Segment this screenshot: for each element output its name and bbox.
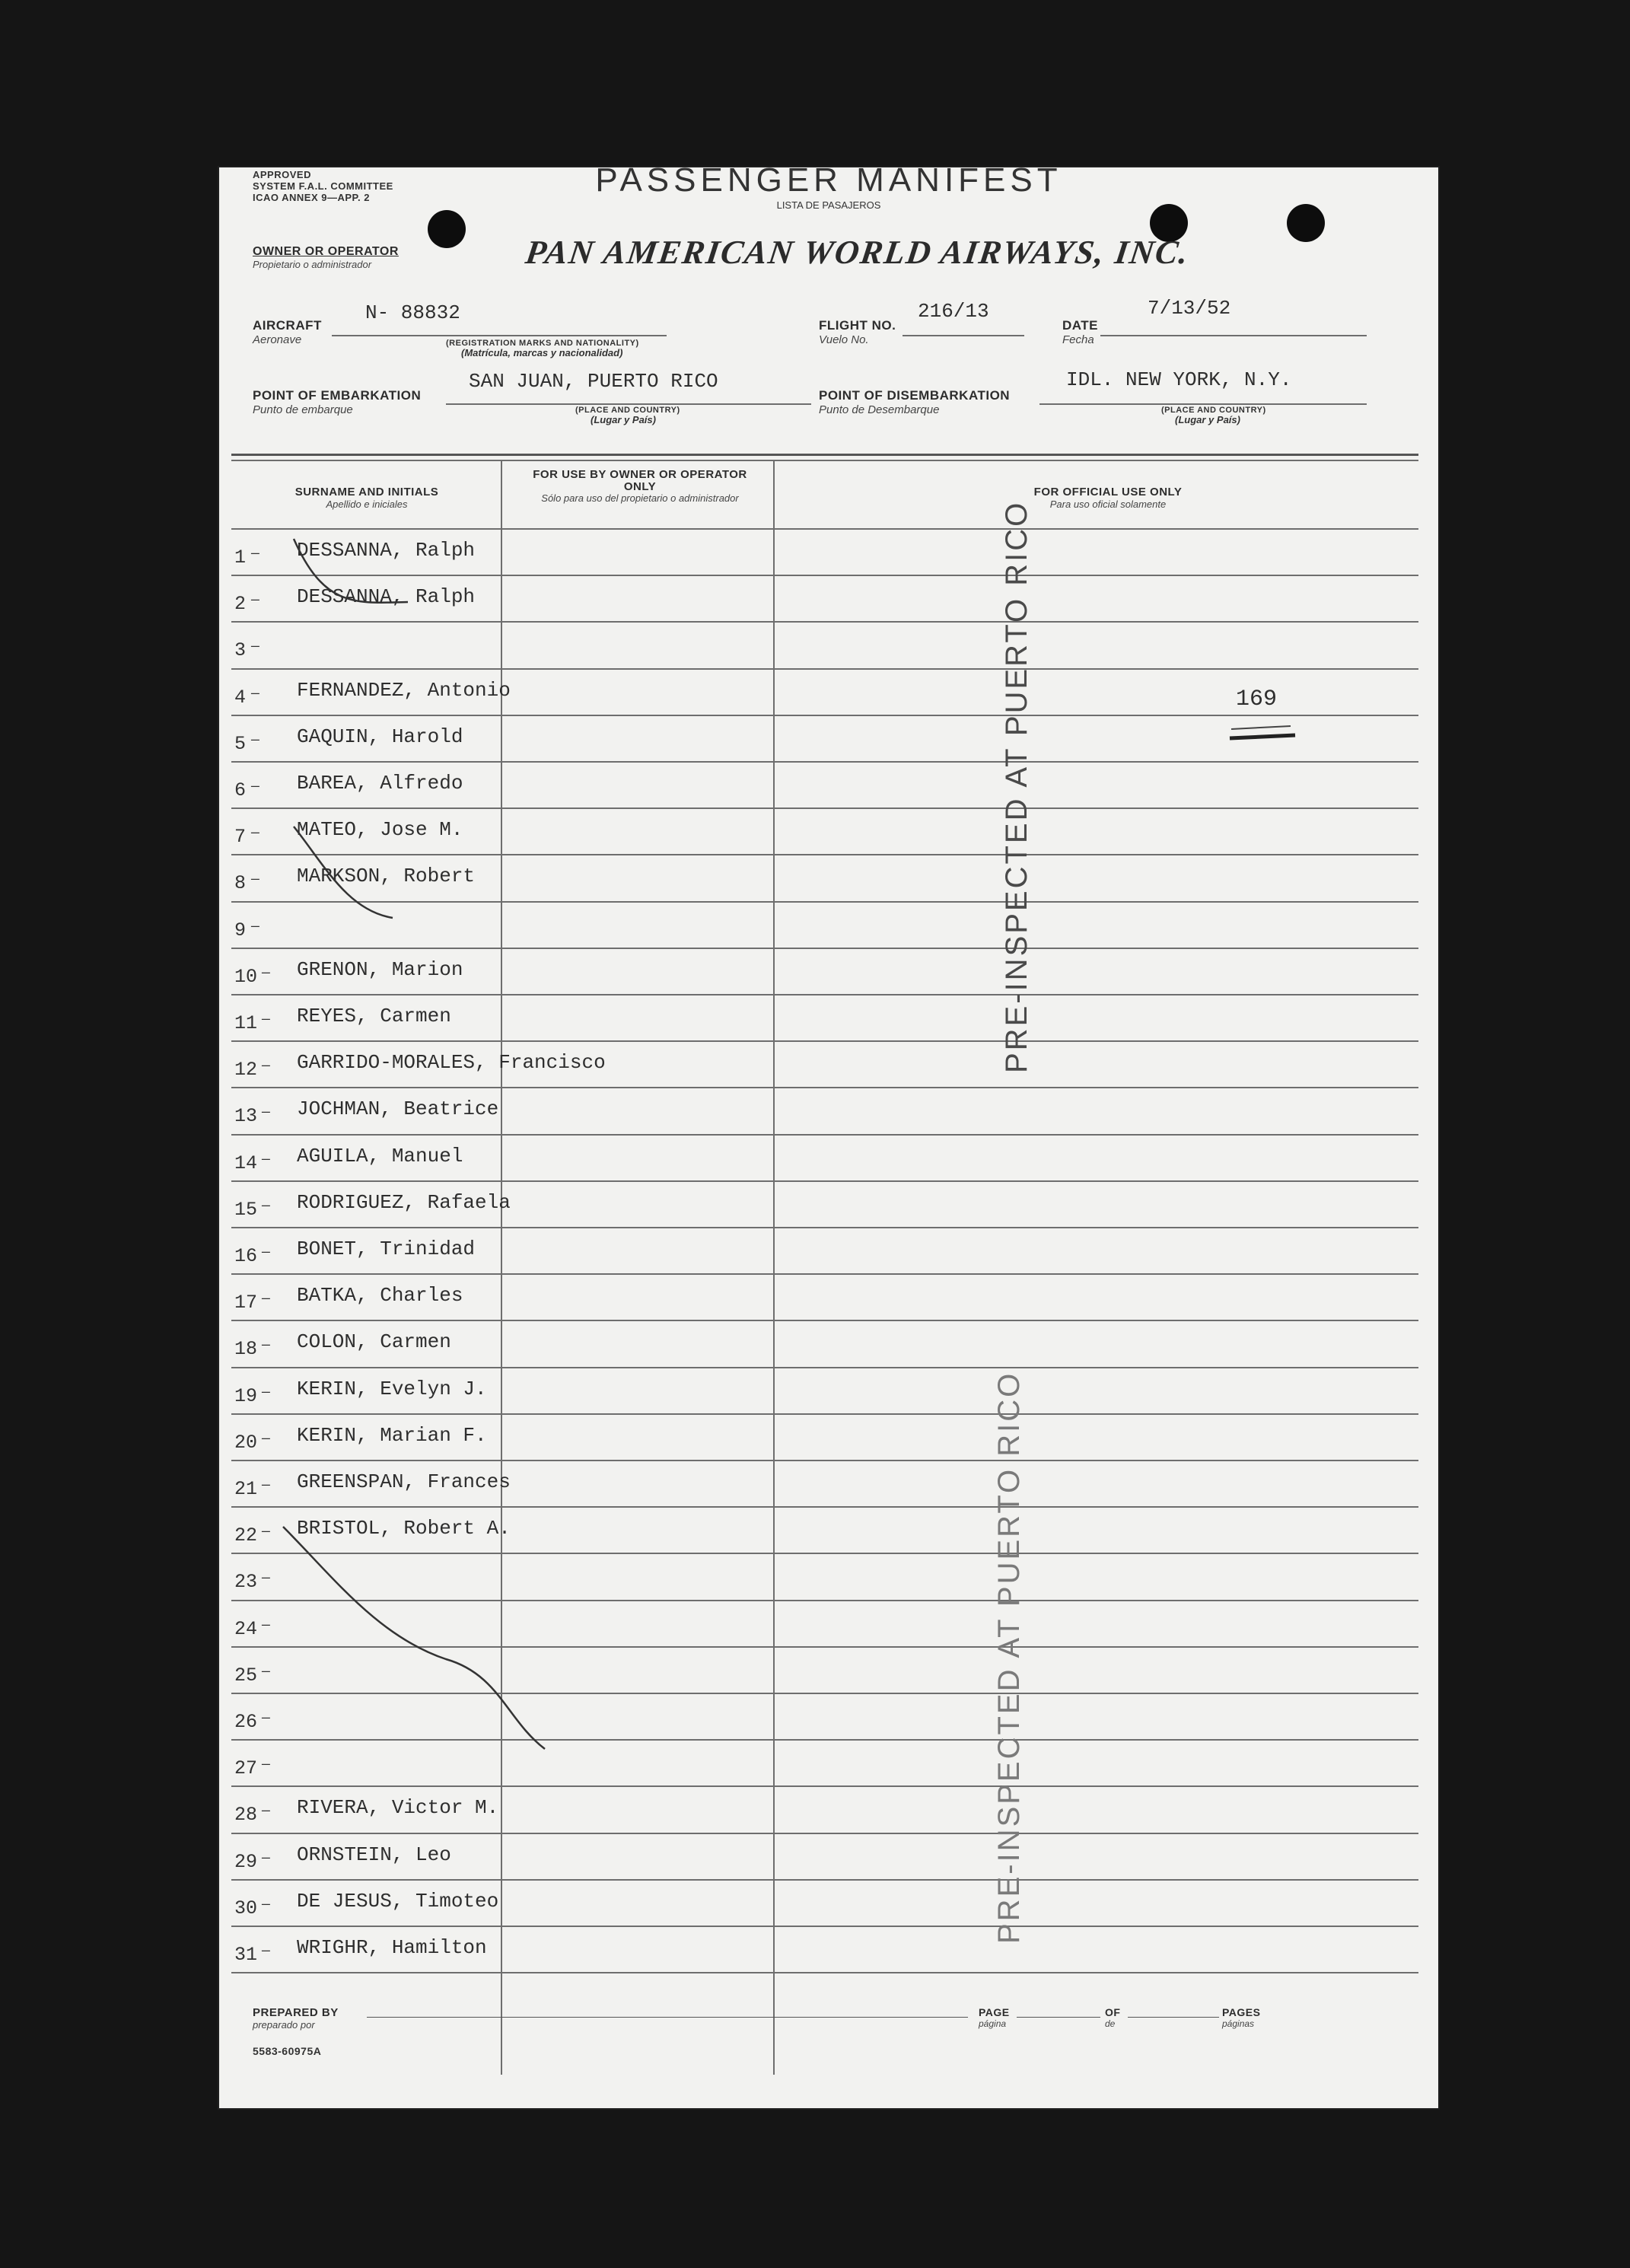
pages-label-block: PAGES páginas <box>1222 2006 1261 2029</box>
void-strokes <box>218 166 1440 2110</box>
row-number: 13 <box>234 1105 258 1128</box>
passenger-name: GRENON, Marion <box>297 957 463 981</box>
row-number-dash: — <box>262 1059 270 1075</box>
row-number-dash: — <box>262 965 270 981</box>
embarkation-note: (PLACE AND COUNTRY) <box>575 406 680 415</box>
row-number: 21 <box>234 1478 258 1500</box>
approval-line: ICAO ANNEX 9—APP. 2 <box>253 192 370 203</box>
passenger-name: JOCHMAN, Beatrice <box>297 1097 499 1121</box>
passenger-name: COLON, Carmen <box>297 1330 451 1354</box>
official-mark: 169 <box>1236 686 1278 712</box>
row-number-dash: — <box>262 1850 270 1866</box>
form-number: 5583-60975A <box>253 2045 322 2057</box>
of-line <box>1128 2017 1219 2018</box>
row-number: 24 <box>234 1617 258 1640</box>
embarkation-note-es: (Lugar y País) <box>591 414 656 425</box>
row-number-dash: — <box>262 1757 270 1773</box>
passenger-name: DESSANNA, Ralph <box>297 539 476 562</box>
row-number: 25 <box>234 1664 258 1687</box>
passenger-name: AGUILA, Manuel <box>297 1144 463 1167</box>
row-number: 15 <box>234 1198 258 1221</box>
row-number: 27 <box>234 1757 258 1780</box>
row-number-dash: — <box>262 1384 270 1400</box>
passenger-name: GARRIDO-MORALES, Francisco <box>297 1051 606 1075</box>
row-number: 26 <box>234 1711 258 1733</box>
row-number-dash: — <box>262 1292 270 1308</box>
preinspection-stamp: PRE-INSPECTED AT PUERTO RICO <box>992 1371 1026 1944</box>
page-label-block: PAGE página <box>979 2006 1010 2029</box>
page-subtitle: LISTA DE PASAJEROS <box>776 199 881 211</box>
passenger-name: FERNANDEZ, Antonio <box>297 678 511 702</box>
date-label-block: DATE Fecha <box>1062 318 1099 346</box>
row-number-dash: — <box>262 1198 270 1214</box>
row-number: 14 <box>234 1152 258 1174</box>
col-header-official: FOR OFFICIAL USE ONLY Para uso oficial solamente <box>1033 486 1183 510</box>
manifest-sheet <box>218 161 1440 2110</box>
approval-line: SYSTEM F.A.L. COMMITTEE <box>253 180 393 192</box>
row-number: 30 <box>234 1897 258 1919</box>
row-number-dash: — <box>262 1944 270 1959</box>
col-header-names: SURNAME AND INITIALS Apellido e iniciales <box>294 486 439 510</box>
preinspection-stamp: PRE-INSPECTED AT PUERTO RICO <box>1000 500 1033 1073</box>
row-number: 28 <box>234 1804 258 1827</box>
row-number-dash: — <box>251 779 259 795</box>
row-number: 5 <box>234 732 247 755</box>
row-number-dash: — <box>262 1152 270 1167</box>
col-header-owner: FOR USE BY OWNER OR OPERATOR ONLY Sólo para uso del propietario o administrador <box>533 468 747 504</box>
row-number: 11 <box>234 1012 258 1034</box>
page-title: PASSENGER MANIFEST <box>595 161 1062 199</box>
airline-name: PAN AMERICAN WORLD AIRWAYS, INC. <box>523 234 1192 271</box>
row-number: 16 <box>234 1245 258 1267</box>
row-number-dash: — <box>262 1105 270 1121</box>
row-number: 17 <box>234 1292 258 1314</box>
flight-value: 216/13 <box>918 300 989 323</box>
owner-label-block: OWNER OR OPERATOR Propietario o administrador <box>253 245 399 270</box>
row-number-dash: — <box>262 1524 270 1540</box>
passenger-name: KERIN, Evelyn J. <box>297 1377 487 1400</box>
row-number-dash: — <box>262 1804 270 1820</box>
row-number: 8 <box>234 872 247 895</box>
row-number: 9 <box>234 919 247 941</box>
date-value: 7/13/52 <box>1148 297 1231 320</box>
passenger-name: MARKSON, Robert <box>297 865 476 888</box>
row-number: 31 <box>234 1944 258 1966</box>
passenger-name: GAQUIN, Harold <box>297 725 463 748</box>
passenger-name: REYES, Carmen <box>297 1005 451 1027</box>
row-number: 22 <box>234 1524 258 1547</box>
prepared-by-line <box>367 2017 968 2018</box>
passenger-name: DE JESUS, Timoteo <box>297 1889 499 1913</box>
row-number-dash: — <box>251 826 259 842</box>
row-number-dash: — <box>262 1431 270 1447</box>
row-number: 29 <box>234 1850 258 1873</box>
prepared-by-block: PREPARED BY preparado por <box>253 2006 339 2031</box>
passenger-name: GREENSPAN, Frances <box>297 1470 511 1493</box>
row-number-dash: — <box>251 639 259 655</box>
row-number-dash: — <box>251 593 259 609</box>
row-number-dash: — <box>251 919 259 935</box>
passenger-name: KERIN, Marian F. <box>297 1423 487 1447</box>
row-number-dash: — <box>262 1571 270 1587</box>
row-number: 7 <box>234 826 247 849</box>
passenger-name: MATEO, Jose M. <box>297 818 463 842</box>
row-number-dash: — <box>262 1012 270 1027</box>
row-number-dash: — <box>262 1245 270 1260</box>
aircraft-value: N- 88832 <box>365 301 460 324</box>
row-number: 4 <box>234 686 247 709</box>
aircraft-note: (REGISTRATION MARKS AND NATIONALITY) <box>446 339 639 348</box>
passenger-name: BATKA, Charles <box>297 1284 463 1308</box>
passenger-name: BONET, Trinidad <box>297 1238 476 1260</box>
row-number: 23 <box>234 1571 258 1594</box>
embarkation-label-block: POINT OF EMBARKATION Punto de embarque <box>253 388 422 416</box>
of-label-block: OF de <box>1105 2006 1121 2029</box>
row-number: 20 <box>234 1431 258 1454</box>
row-number: 2 <box>234 593 247 616</box>
row-number-dash: — <box>251 732 259 748</box>
row-number-dash: — <box>262 1478 270 1493</box>
passenger-name: RODRIGUEZ, Rafaela <box>297 1190 511 1214</box>
row-number: 10 <box>234 965 258 988</box>
disembarkation-note: (PLACE AND COUNTRY) <box>1161 406 1266 415</box>
row-number: 19 <box>234 1384 258 1407</box>
row-number-dash: — <box>262 1664 270 1680</box>
aircraft-label-block: AIRCRAFT Aeronave <box>253 318 322 346</box>
passenger-name: BRISTOL, Robert A. <box>297 1517 511 1540</box>
passenger-name: DESSANNA, Ralph <box>297 585 476 609</box>
row-number: 3 <box>234 639 247 662</box>
row-number-dash: — <box>262 1617 270 1633</box>
embarkation-value: SAN JUAN, PUERTO RICO <box>469 370 718 393</box>
row-number: 18 <box>234 1338 258 1361</box>
disembarkation-value: IDL. NEW YORK, N.Y. <box>1066 368 1292 391</box>
row-number-dash: — <box>262 1338 270 1354</box>
row-number-dash: — <box>251 546 259 562</box>
page-line <box>1017 2017 1100 2018</box>
disembarkation-note-es: (Lugar y País) <box>1175 414 1240 425</box>
row-number: 6 <box>234 779 247 801</box>
passenger-name: RIVERA, Victor M. <box>297 1796 499 1820</box>
row-number: 12 <box>234 1059 258 1081</box>
passenger-name: BAREA, Alfredo <box>297 772 463 795</box>
row-number-dash: — <box>262 1897 270 1913</box>
approval-line: APPROVED <box>253 169 311 180</box>
row-number-dash: — <box>262 1711 270 1726</box>
row-number-dash: — <box>251 872 259 888</box>
flight-label-block: FLIGHT NO. Vuelo No. <box>819 318 896 346</box>
row-number: 1 <box>234 546 247 569</box>
disembarkation-label-block: POINT OF DISEMBARKATION Punto de Desembarque <box>819 388 1011 416</box>
row-number-dash: — <box>251 686 259 702</box>
aircraft-note-es: (Matrícula, marcas y nacionalidad) <box>461 347 623 358</box>
passenger-name: ORNSTEIN, Leo <box>297 1843 451 1866</box>
passenger-name: WRIGHR, Hamilton <box>297 1936 487 1959</box>
